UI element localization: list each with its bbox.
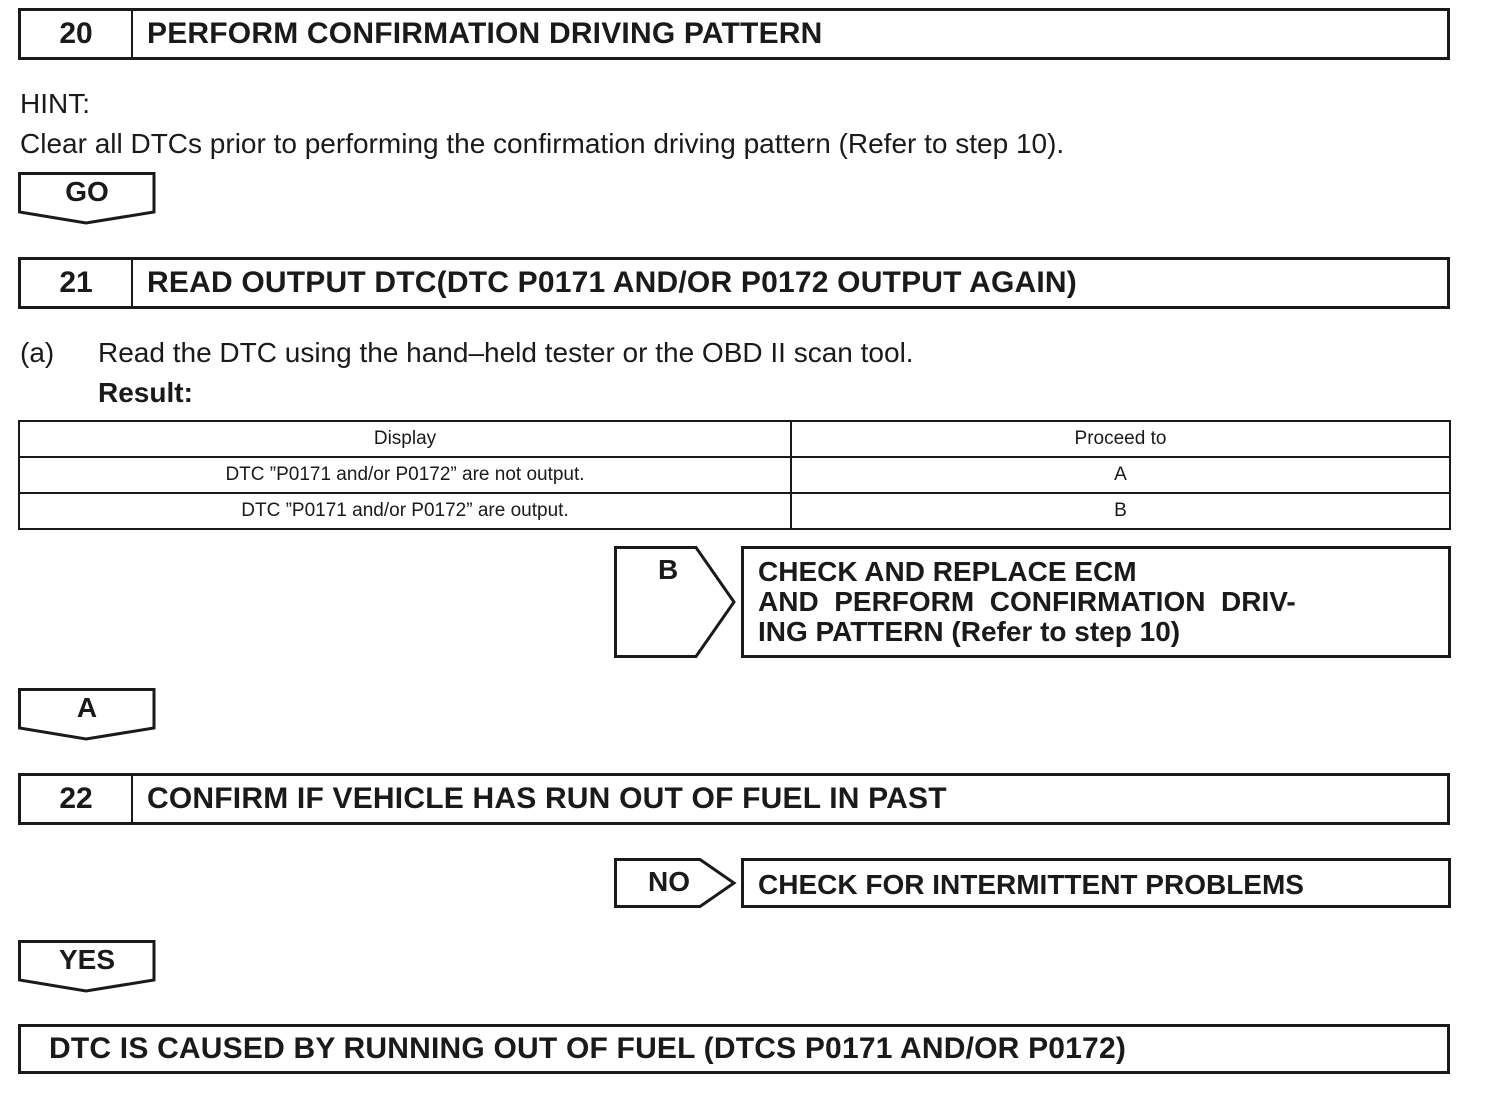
table-cell: B xyxy=(791,493,1450,529)
hint-text: Clear all DTCs prior to performing the confirmation driving pattern (Refer to step 10). xyxy=(20,128,1065,159)
table-row xyxy=(19,493,1450,529)
yes-arrow xyxy=(18,940,156,994)
result-label: Result: xyxy=(98,377,193,408)
b-label: B xyxy=(658,554,679,585)
go-label: GO xyxy=(65,176,109,207)
table-header: Proceed to xyxy=(791,421,1450,457)
conclusion-box xyxy=(18,1024,1450,1074)
b-action-line: ING PATTERN (Refer to step 10) xyxy=(758,616,1181,647)
step-number: 21 xyxy=(21,260,133,306)
table-row xyxy=(19,457,1450,493)
table-cell: A xyxy=(791,457,1450,493)
a-arrow xyxy=(18,688,156,742)
table-cell: DTC ”P0171 and/or P0172” are not output. xyxy=(19,457,791,493)
no-arrow xyxy=(614,858,738,908)
hint-label: HINT: xyxy=(20,88,90,119)
no-action-text: CHECK FOR INTERMITTENT PROBLEMS xyxy=(758,869,1304,900)
b-action-box xyxy=(741,546,1451,658)
step-22-header xyxy=(18,773,1450,825)
b-action-line: CHECK AND REPLACE ECM xyxy=(758,556,1137,587)
no-action-box xyxy=(741,858,1451,908)
b-action-line: AND PERFORM CONFIRMATION DRIV- xyxy=(758,586,1296,617)
result-table xyxy=(18,420,1451,530)
instruction-text: Read the DTC using the hand–held tester or the OBD II scan tool. xyxy=(98,337,914,368)
conclusion-text: DTC IS CAUSED BY RUNNING OUT OF FUEL (DTCS P0171 AND/OR P0172) xyxy=(49,1032,1127,1065)
table-cell: DTC ”P0171 and/or P0172” are output. xyxy=(19,493,791,529)
table-header-row xyxy=(19,421,1450,457)
yes-label: YES xyxy=(58,944,116,975)
step-20-header xyxy=(18,8,1450,60)
b-arrow xyxy=(614,546,738,658)
table-header: Display xyxy=(19,421,791,457)
step-number: 22 xyxy=(21,776,133,822)
step-title: PERFORM CONFIRMATION DRIVING PATTERN xyxy=(147,17,823,50)
step-title: CONFIRM IF VEHICLE HAS RUN OUT OF FUEL IN PAST xyxy=(147,782,947,815)
step-21-header xyxy=(18,257,1450,309)
step-number: 20 xyxy=(21,11,133,57)
no-label: NO xyxy=(648,866,690,897)
step-title: READ OUTPUT DTC(DTC P0171 AND/OR P0172 OUTPUT AGAIN) xyxy=(147,266,1077,299)
instruction-marker: (a) xyxy=(20,337,55,368)
a-label: A xyxy=(76,692,98,723)
go-arrow xyxy=(18,172,156,226)
